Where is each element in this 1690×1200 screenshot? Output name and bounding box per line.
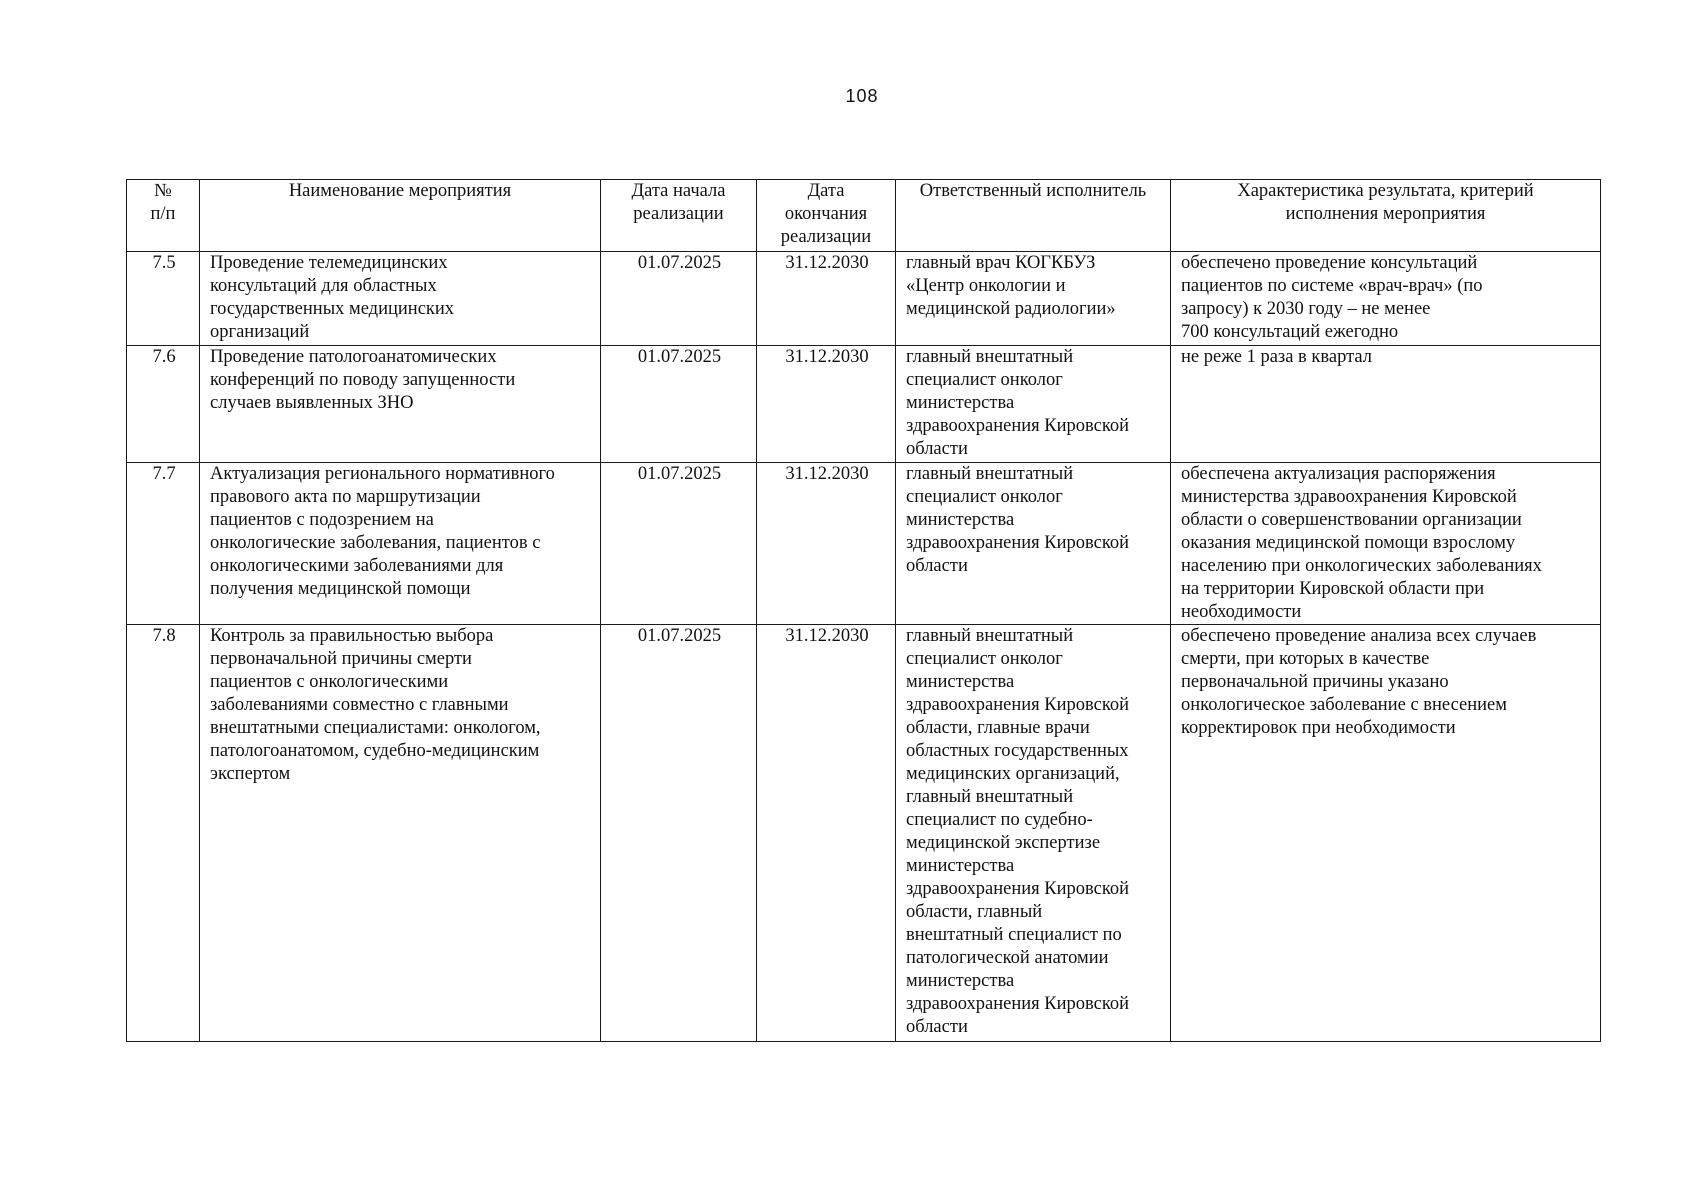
cell-responsible: главный внештатный специалист онколог министерства здравоохранения Кировской области <box>896 463 1171 625</box>
cell-start-date: 01.07.2025 <box>601 463 757 625</box>
measures-table <box>126 179 1601 1042</box>
cell-responsible: главный врач КОГКБУЗ «Центр онкологии и медицинской радиологии» <box>896 252 1171 346</box>
table-header-row <box>127 180 1601 252</box>
table-row <box>127 346 1601 463</box>
header-num: № п/п <box>127 180 200 252</box>
header-responsible: Ответственный исполнитель <box>896 180 1171 252</box>
cell-result: обеспечено проведение анализа всех случаев смерти, при которых в качестве первоначальной причины указано онкологическое заболевание с внесением корректировок при необходимости <box>1171 625 1601 1042</box>
cell-end-date: 31.12.2030 <box>757 463 896 625</box>
header-start-date: Дата начала реализации <box>601 180 757 252</box>
cell-name: Актуализация регионального нормативного правового акта по маршрутизации пациентов с подозрением на онкологические заболевания, пациентов с онкологическими заболеваниями для получения медицинской помощи <box>200 463 601 625</box>
cell-responsible: главный внештатный специалист онколог министерства здравоохранения Кировской области <box>896 346 1171 463</box>
cell-end-date: 31.12.2030 <box>757 252 896 346</box>
table-row <box>127 463 1601 625</box>
page-number: 108 <box>845 86 879 106</box>
header-name: Наименование мероприятия <box>200 180 601 252</box>
table-row <box>127 625 1601 1042</box>
cell-end-date: 31.12.2030 <box>757 625 896 1042</box>
header-end-date: Дата окончания реализации <box>757 180 896 252</box>
cell-start-date: 01.07.2025 <box>601 625 757 1042</box>
header-result: Характеристика результата, критерий исполнения мероприятия <box>1171 180 1601 252</box>
cell-start-date: 01.07.2025 <box>601 346 757 463</box>
cell-responsible: главный внештатный специалист онколог министерства здравоохранения Кировской области, главные врачи областных государственных медицинских организаций, главный внештатный специалист по судебно- медицинской экспертизе министерства здравоохранения Кировской области, главный внештатный специалист по патологической анатомии министерства здравоохранения Кировской области <box>896 625 1171 1042</box>
cell-name: Проведение патологоанатомических конференций по поводу запущенности случаев выявленных ЗНО <box>200 346 601 463</box>
cell-num: 7.6 <box>127 346 200 463</box>
cell-name: Контроль за правильностью выбора первоначальной причины смерти пациентов с онкологическими заболеваниями совместно с главными внештатными специалистами: онкологом, патологоанатомом, судебно-медицинским экспертом <box>200 625 601 1042</box>
cell-result: обеспечена актуализация распоряжения министерства здравоохранения Кировской области о совершенствовании организации оказания медицинской помощи взрослому населению при онкологических заболеваниях на территории Кировской области при необходимости <box>1171 463 1601 625</box>
cell-name: Проведение телемедицинских консультаций для областных государственных медицинских организаций <box>200 252 601 346</box>
cell-num: 7.8 <box>127 625 200 1042</box>
cell-result: не реже 1 раза в квартал <box>1171 346 1601 463</box>
cell-start-date: 01.07.2025 <box>601 252 757 346</box>
cell-result: обеспечено проведение консультаций пациентов по системе «врач-врач» (по запросу) к 2030 году – не менее 700 консультаций ежегодно <box>1171 252 1601 346</box>
cell-end-date: 31.12.2030 <box>757 346 896 463</box>
table-row <box>127 252 1601 346</box>
cell-num: 7.5 <box>127 252 200 346</box>
cell-num: 7.7 <box>127 463 200 625</box>
